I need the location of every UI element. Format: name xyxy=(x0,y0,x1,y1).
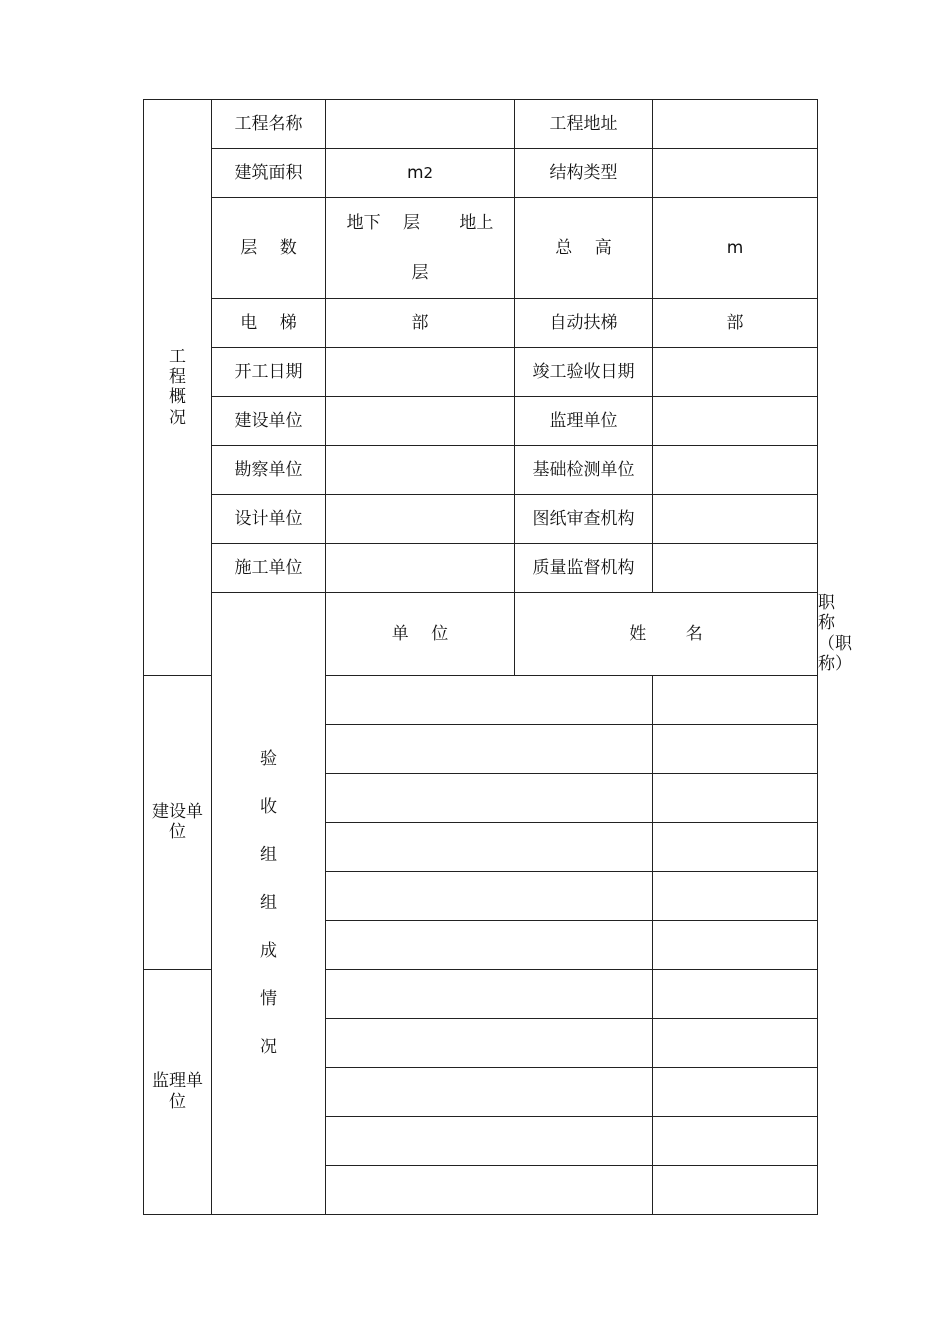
project-address-label: 工程地址 xyxy=(515,100,653,149)
section-title-char: 收 xyxy=(260,797,277,818)
total-height-field[interactable] xyxy=(653,198,818,299)
member-name-field[interactable] xyxy=(326,724,653,773)
member-name-field[interactable] xyxy=(326,920,653,969)
member-title-field[interactable] xyxy=(653,675,818,724)
member-name-field[interactable] xyxy=(326,675,653,724)
elevator-field[interactable] xyxy=(326,299,515,348)
member-name-field[interactable] xyxy=(326,773,653,822)
quality-supervision-field[interactable] xyxy=(653,544,818,593)
member-name-field[interactable] xyxy=(326,1018,653,1067)
section-title-char: 组 xyxy=(260,893,277,914)
member-title-field[interactable] xyxy=(653,822,818,871)
survey-unit-label: 勘察单位 xyxy=(212,446,326,495)
group-supervision-unit: 监理单位 xyxy=(144,969,212,1214)
design-unit-label: 设计单位 xyxy=(212,495,326,544)
escalator-unit: 部 xyxy=(726,312,744,333)
drawing-review-field[interactable] xyxy=(653,495,818,544)
floors-value-line2: 层 xyxy=(411,263,429,283)
supervision-unit-field[interactable] xyxy=(653,397,818,446)
foundation-testing-label: 基础检测单位 xyxy=(515,446,653,495)
floors-label: 层 数 xyxy=(212,198,326,299)
building-area-field[interactable] xyxy=(326,149,515,198)
building-area-label: 建筑面积 xyxy=(212,149,326,198)
start-date-label: 开工日期 xyxy=(212,348,326,397)
member-name-field[interactable] xyxy=(326,1116,653,1165)
project-overview-section-label xyxy=(144,100,212,676)
area-unit-exponent: 2 xyxy=(423,163,434,182)
project-name-field[interactable] xyxy=(326,100,515,149)
project-name-label: 工程名称 xyxy=(212,100,326,149)
section-title-char: 验 xyxy=(260,749,277,770)
structure-type-label: 结构类型 xyxy=(515,149,653,198)
construction-unit-label: 建设单位 xyxy=(212,397,326,446)
escalator-field[interactable] xyxy=(653,299,818,348)
construction-unit-field[interactable] xyxy=(326,397,515,446)
height-unit: m xyxy=(726,237,744,258)
group-construction-unit: 建设单位 xyxy=(144,675,212,969)
member-title-field[interactable] xyxy=(653,871,818,920)
member-title-field[interactable] xyxy=(653,1165,818,1214)
supervision-unit-label: 监理单位 xyxy=(515,397,653,446)
structure-type-field[interactable] xyxy=(653,149,818,198)
builder-unit-label: 施工单位 xyxy=(212,544,326,593)
member-name-field[interactable] xyxy=(326,969,653,1018)
section-title-char: 概 xyxy=(169,387,186,408)
member-title-field[interactable] xyxy=(653,724,818,773)
floors-field[interactable] xyxy=(326,198,515,299)
header-unit: 单 位 xyxy=(326,593,515,676)
member-title-field[interactable] xyxy=(653,773,818,822)
start-date-field[interactable] xyxy=(326,348,515,397)
foundation-testing-field[interactable] xyxy=(653,446,818,495)
acceptance-team-section-label xyxy=(212,593,326,1215)
acceptance-date-field[interactable] xyxy=(653,348,818,397)
section-title-char: 情 xyxy=(260,989,277,1010)
quality-supervision-label: 质量监督机构 xyxy=(515,544,653,593)
section-title-char: 况 xyxy=(260,1037,277,1058)
survey-unit-field[interactable] xyxy=(326,446,515,495)
member-title-field[interactable] xyxy=(653,1116,818,1165)
member-title-field[interactable] xyxy=(653,920,818,969)
section-title-char: 程 xyxy=(169,366,186,387)
member-title-field[interactable] xyxy=(653,1018,818,1067)
total-height-label: 总 高 xyxy=(515,198,653,299)
member-name-field[interactable] xyxy=(326,871,653,920)
member-title-field[interactable] xyxy=(653,969,818,1018)
builder-unit-field[interactable] xyxy=(326,544,515,593)
acceptance-date-label: 竣工验收日期 xyxy=(515,348,653,397)
project-address-field[interactable] xyxy=(653,100,818,149)
section-title-char: 况 xyxy=(169,407,186,428)
member-name-field[interactable] xyxy=(326,822,653,871)
acceptance-form-table: 工 程 概 况 工程名称 工程地址 建筑面积 m2 结构类型 层 数 地下 层 地上 层 总 高 m 电 梯 部 自动扶梯 部 开工日期 竣工验收日期 建设单位 监理单位 勘察单位 基础检测单位 设计单位 图纸审查机构 施工单位 质量监督机构 验 收 组 组 成 情 况 单 位 姓 名 职称（职称） 建设单位 监理单位 xyxy=(143,99,818,1215)
section-title-char: 工 xyxy=(169,346,186,367)
escalator-label: 自动扶梯 xyxy=(515,299,653,348)
header-name: 姓 名 xyxy=(515,593,818,676)
member-name-field[interactable] xyxy=(326,1067,653,1116)
member-name-field[interactable] xyxy=(326,1165,653,1214)
section-title-char: 组 xyxy=(260,845,277,866)
member-title-field[interactable] xyxy=(653,1067,818,1116)
design-unit-field[interactable] xyxy=(326,495,515,544)
elevator-unit: 部 xyxy=(411,312,429,333)
area-unit: m xyxy=(406,162,424,183)
section-title-char: 成 xyxy=(260,941,277,962)
floors-value-line1: 地下 层 地上 xyxy=(346,213,494,233)
elevator-label: 电 梯 xyxy=(212,299,326,348)
drawing-review-label: 图纸审查机构 xyxy=(515,495,653,544)
